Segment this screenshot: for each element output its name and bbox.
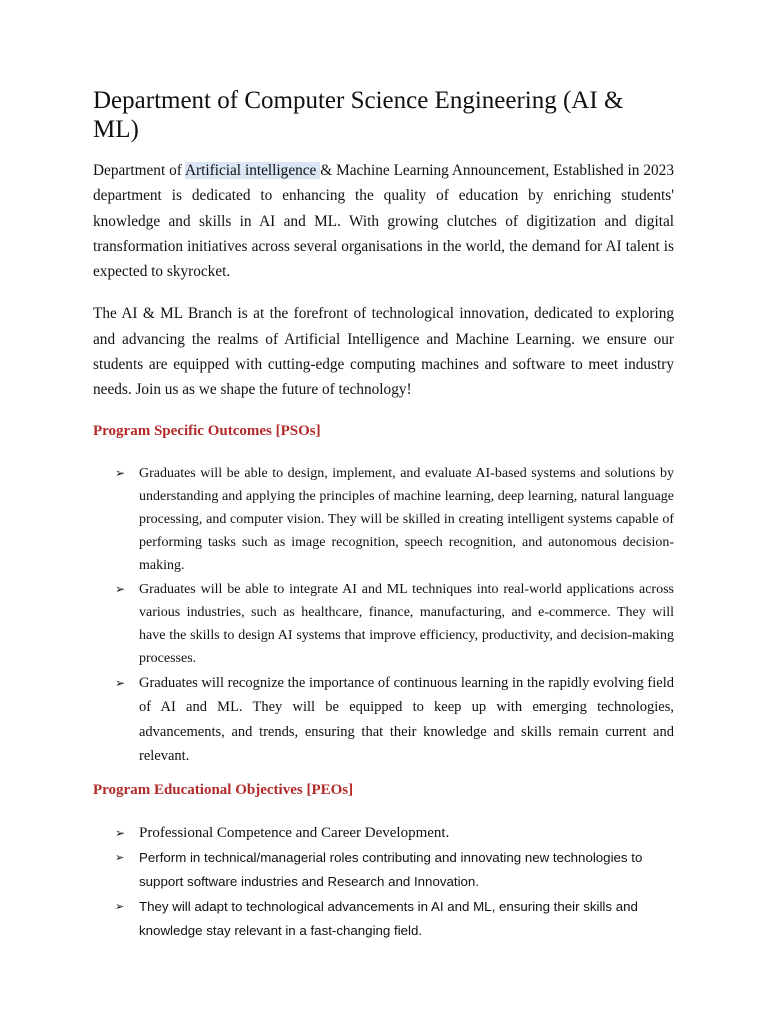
pso-heading: Program Specific Outcomes [PSOs] xyxy=(93,422,321,439)
document-content xyxy=(93,86,674,944)
peo-item xyxy=(93,895,674,944)
peo-item xyxy=(93,821,674,846)
pso-item xyxy=(93,671,674,769)
peo-item-text: They will adapt to technological advancements in AI and ML, ensuring their skills and knowledge stay relevant in a fast-changing field. xyxy=(139,898,638,938)
intro-rest: & Machine Learning Announcement, Established in 2023 department is dedicated to enhancing the quality of education by enriching students' knowledge and skills in AI and ML. With growing clutches of digitization and digital transformation initiatives across several organisations in the world, the demand for AI talent is expected to skyrocket. xyxy=(93,162,674,281)
pso-item-text: Graduates will recognize the importance of continuous learning in the rapidly evolving field of AI and ML. They will be equipped to keep up with emerging technologies, advancements, and trends, ensuring that their knowledge and skills remain current and relevant. xyxy=(139,674,674,764)
pso-item xyxy=(93,462,674,578)
pso-item xyxy=(93,578,674,671)
pso-item-text: Graduates will be able to integrate AI and ML techniques into real-world applications across various industries, such as healthcare, finance, manufacturing, and e-commerce. They will have the skills to design AI systems that improve efficiency, productivity, and decision-making processes. xyxy=(139,581,674,667)
arrow-bullet-icon: ➢ xyxy=(115,675,126,690)
arrow-bullet-icon: ➢ xyxy=(115,850,125,864)
intro-paragraph xyxy=(93,158,674,284)
peo-list xyxy=(93,821,674,944)
peo-item xyxy=(93,846,674,895)
highlighted-text: Artificial intelligence xyxy=(184,162,321,179)
peo-item-text: Professional Competence and Career Development. xyxy=(139,824,450,841)
branch-paragraph: The AI & ML Branch is at the forefront of technological innovation, dedicated to exploring and advancing the realms of Artificial Intelligence and Machine Learning. we ensure our students are equipped with cutting-edge computing machines and software to meet industry needs. Join us as we shape the future of technology! xyxy=(93,305,674,399)
arrow-bullet-icon: ➢ xyxy=(115,465,126,480)
peo-heading: Program Educational Objectives [PEOs] xyxy=(93,781,354,798)
peo-item-text: Perform in technical/managerial roles contributing and innovating new technologies to support software industries and Research and Innovation. xyxy=(139,849,643,889)
arrow-bullet-icon: ➢ xyxy=(115,581,126,596)
pso-item-text: Graduates will be able to design, implement, and evaluate AI-based systems and solutions by understanding and applying the principles of machine learning, deep learning, natural language processing, and computer vision. They will be skilled in creating intelligent systems capable of performing tasks such as image recognition, speech recognition, and autonomous decision-making. xyxy=(139,465,674,574)
arrow-bullet-icon: ➢ xyxy=(115,825,126,840)
arrow-bullet-icon: ➢ xyxy=(115,899,125,913)
pso-list xyxy=(93,462,674,769)
intro-prefix: Department of xyxy=(93,162,185,179)
page-title: Department of Computer Science Engineering (AI & ML) xyxy=(93,87,624,143)
